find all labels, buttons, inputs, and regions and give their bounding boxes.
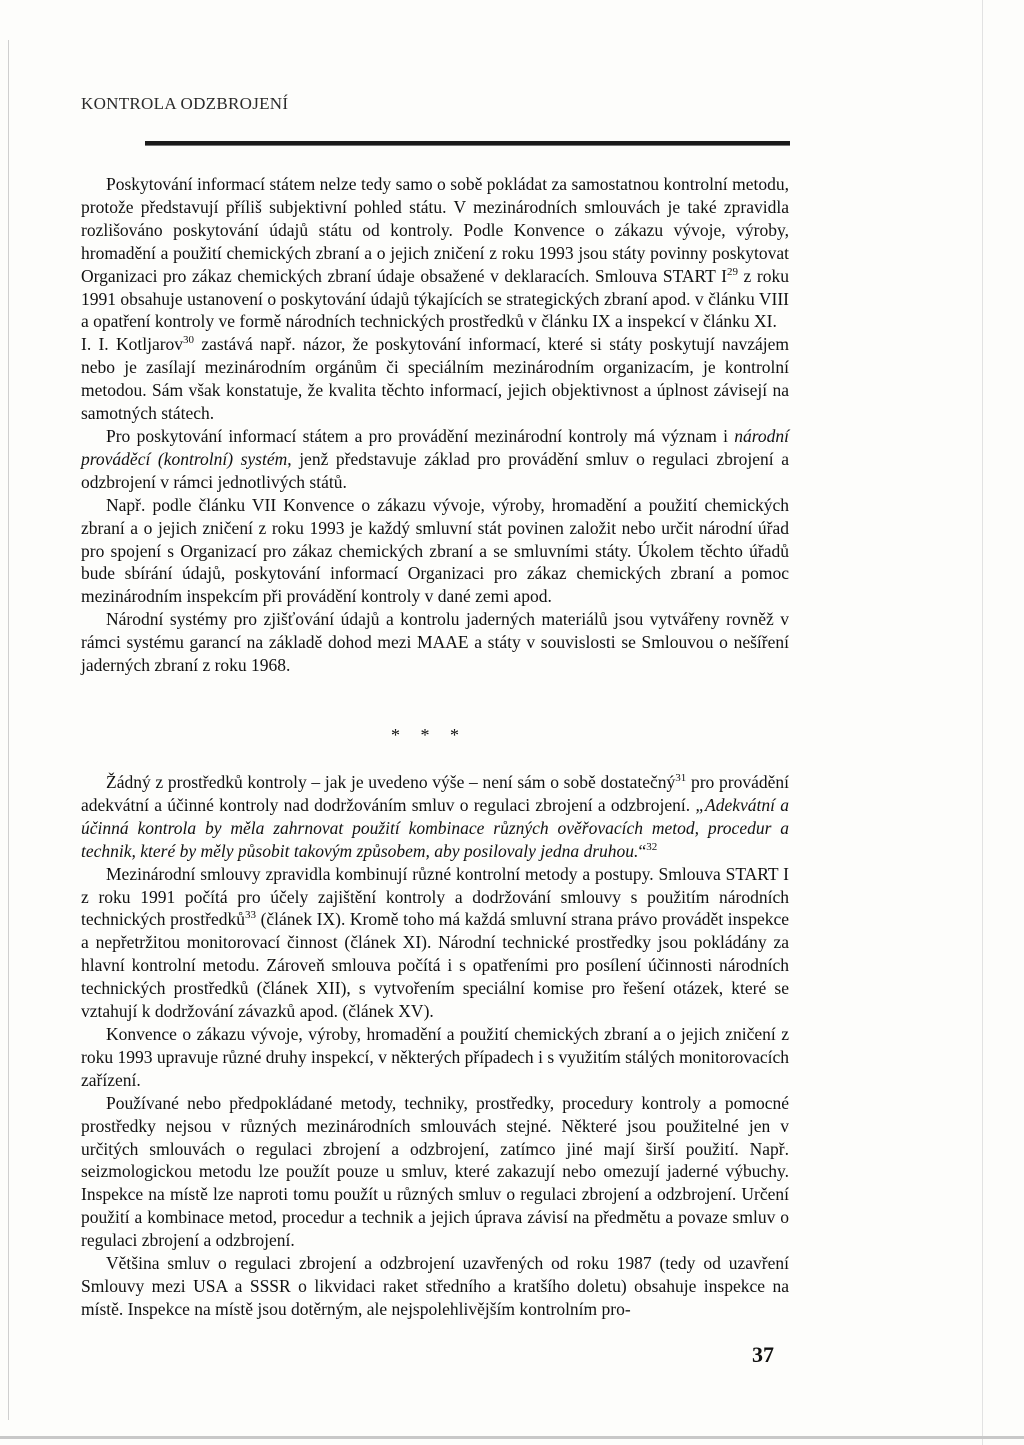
- page-number: 37: [752, 1342, 774, 1367]
- running-header: KONTROLA ODZBROJENÍ: [81, 94, 289, 113]
- paragraph: Konvence o zákazu vývoje, výroby, hromadění a použití chemických zbraní a o jejich zničení z roku 1993 upravuje různé druhy inspekcí, v některých případech i s využitím stálých monitorovacích zařízení.: [81, 1023, 789, 1090]
- paragraph: Mezinárodní smlouvy zpravidla kombinují různé kontrolní metody a postupy. Smlouva START I z roku 1991 počítá pro účely zajištění kontroly a dodržování smlouvy s použitím národních technických prostředků$^{33}$ (článek IX). Kromě toho má každá smluvní strana právo provádět inspekce a nepřetržitou monitorovací činnost (článek XI). Národní technické prostředky jsou pokládány za hlavní kontrolní metodu. Zároveň smlouva počítá i s opatřeními pro posílení účinnosti národních technických prostředků (článek XII), s vytvořením speciální komise pro řešení otázek, které se vztahují k dodržování závazků apod. (článek XV).: [81, 863, 789, 1022]
- paragraph: Žádný z prostředků kontroly – jak je uvedeno výše – není sám o sobě dostatečný$^{31}$ pro provádění adekvátní a účinné kontroly nad dodržováním smluv o regulaci zbrojení a odzbrojení. „Adekvátní a účinná kontrola by měla zahrnovat použití kombinace různých ověřovacích metod, procedur a technik, které by měly působit takovým způsobem, aby posilovaly jedna druhou.“$^{32}$: [81, 772, 789, 861]
- paragraph: I. I. Kotljarov$^{30}$ zastává např. názor, že poskytování informací, které si státy poskytují navzájem nebo je zasílají mezinárodním orgánům či speciálním mezinárodním organizacím, je kontrolní metodou. Sám však konstatuje, že kvalita těchto informací, jejich objektivnost a úplnost závisejí na samotných státech.: [81, 334, 790, 424]
- section-separator: * * *: [391, 725, 467, 745]
- paragraph: Většina smluv o regulaci zbrojení a odzbrojení uzavřených od roku 1987 (tedy od uzavření Smlouvy mezi USA a SSSR o likvidaci raket středního a kratšího doletu) obsahuje inspekce na místě. Inspekce na místě jsou dotěrným, ale nejspolehlivějším kontrolním pro-: [81, 1253, 789, 1319]
- text-block-2: [81, 771, 789, 1321]
- paragraph: Poskytování informací státem nelze tedy samo o sobě pokládat za samostatnou kontrolní metodu, protože představují příliš subjektivní pohled státu. V mezinárodních smlouvách je také zpravidla rozlišováno poskytování údajů státu od kontroly. Podle Konvence o zákazu vývoje, výroby, hromadění a použití chemických zbraní a o jejich zničení z roku 1993 jsou státy povinny poskytovat Organizaci pro zákaz chemických zbraní údaje obsažené v deklaracích. Smlouva START $I^{29}$ z roku 1991 obsahuje ustanovení o poskytování údajů týkajících se strategických zbraní apod. v článku VIII a opatření kontroly ve formě národních technických prostředků v článku IX a inspekcí v článku XI.: [81, 174, 789, 332]
- scan-bottom-shadow: [0, 1436, 1024, 1439]
- text-block-1: [81, 173, 789, 677]
- paragraph: Používané nebo předpokládané metody, techniky, prostředky, procedury kontroly a pomocné prostředky nejsou v různých mezinárodních smlouvách stejné. Některé jsou použitelné jen v určitých smlouvách o regulaci zbrojení a odzbrojení, zatímco jiné mají širší použití. Např. seizmologickou metodu lze použít pouze u smluv, které zakazují nebo omezují jaderné výbuchy. Inspekce na místě lze naproti tomu použít u různých smluv o regulaci zbrojení a odzbrojení. Určení použití a kombinace metod, procedur a technik a jejich úprava závisí na předmětu a povaze smluv o regulaci zbrojení a odzbrojení.: [81, 1092, 789, 1251]
- paragraph: Např. podle článku VII Konvence o zákazu vývoje, výroby, hromadění a použití chemických zbraní a o jejich zničení z roku 1993 je každý smluvní stát povinen založit nebo určit národní úřad pro spojení s Organizací pro zákaz chemických zbraní a se smluvními státy. Úkolem těchto úřadů bude sbírání údajů, poskytování informací Organizaci pro zákaz chemických zbraní a pomoc mezinárodním inspekcím při provádění kontroly v dané zemi apod.: [81, 494, 789, 607]
- page-edge-right: [982, 0, 983, 1445]
- paragraph: Národní systémy pro zjišťování údajů a kontrolu jaderných materiálů jsou vytvářeny rovněž v rámci systému garancí na základě dohod mezi MAAE a státy v souvislosti se Smlouvou o nešíření jaderných zbraní z roku 1968.: [81, 609, 789, 676]
- paragraph: Pro poskytování informací státem a pro provádění mezinárodní kontroly má význam i národní prováděcí (kontrolní) systém, jenž představuje základ pro provádění smluv o regulaci zbrojení a odzbrojení v rámci jednotlivých států.: [81, 425, 789, 492]
- page-edge-left: [8, 40, 9, 1420]
- header-rule: [145, 141, 790, 146]
